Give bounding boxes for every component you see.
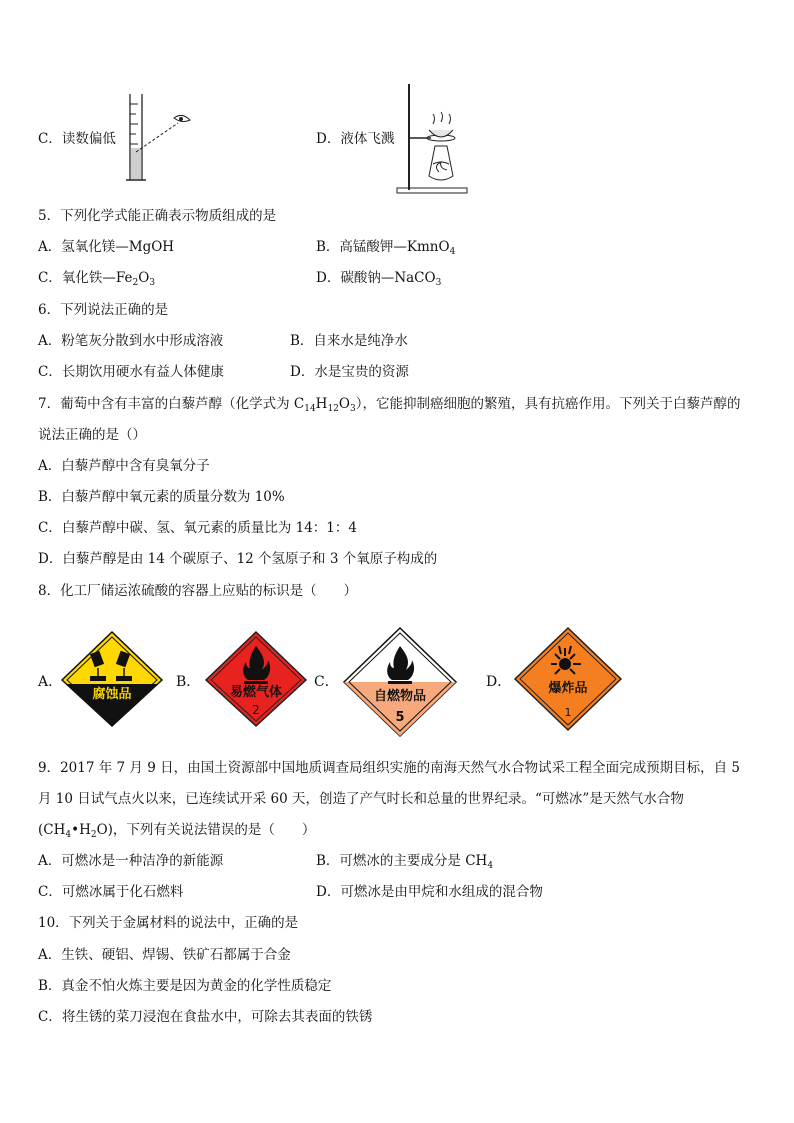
- flammable-gas-sign-text: 易燃气体: [229, 685, 283, 700]
- q8-label-b: B．: [176, 674, 201, 690]
- q5-option-d: D．碳酸钠—NaCO$_3$: [316, 270, 442, 288]
- spontaneous-combustion-sign-number: 5: [395, 710, 405, 725]
- q5-option-c: C．氧化铁$—Fe_2O_3$: [38, 270, 155, 288]
- q6-option-d: D．水是宝贵的资源: [290, 364, 409, 380]
- q7-option-d: D．白藜芦醇是由 14 个碳原子、12 个氢原子和 3 个氧原子构成的: [38, 551, 438, 567]
- q9-option-a: A．可燃冰是一种洁净的新能源: [38, 853, 224, 869]
- q5-option-a: A．氢氧化镁—MgOH: [38, 239, 175, 255]
- q8-label-c: C．: [314, 674, 339, 690]
- q5-stem: 5．下列化学式能正确表示物质组成的是: [38, 208, 277, 224]
- q10-stem: 10．下列关于金属材料的说法中，正确的是: [38, 915, 299, 931]
- q6-option-b: B．自来水是纯净水: [290, 333, 408, 349]
- q8-label-a: A．: [38, 674, 63, 690]
- q9-stem-line2: 月 10 日试气点火以来，已连续试开采 60 天，创造了产气时长和总量的世界纪录。“可燃冰”是天然气水合物: [38, 791, 684, 807]
- q7-stem-line2: 说法正确的是（）: [38, 427, 146, 443]
- q10-option-c: C．将生锈的菜刀浸泡在食盐水中，可除去其表面的铁锈: [38, 1009, 373, 1025]
- corrosive-sign: [60, 630, 164, 728]
- q9-option-b: B．可燃冰的主要成分是 $CH_4$: [316, 853, 494, 871]
- graduated-cylinder-figure: [118, 90, 198, 189]
- q7-option-c: C．白藜芦醇中碳、氢、氧元素的质量比为 14：1：4: [38, 520, 357, 536]
- q4-option-c: C．读数偏低: [38, 131, 116, 147]
- q8-label-d: D．: [486, 674, 512, 690]
- evaporation-setup-figure: [395, 80, 475, 199]
- q4-option-d: D．液体飞溅: [316, 131, 395, 147]
- q6-option-a: A．粉笔灰分散到水中形成溶液: [38, 333, 224, 349]
- q7-option-b: B．白藜芦醇中氧元素的质量分数为 10%: [38, 489, 285, 505]
- q7-option-a: A．白藜芦醇中含有臭氧分子: [38, 458, 210, 474]
- q6-stem: 6．下列说法正确的是: [38, 302, 169, 318]
- q10-option-a: A．生铁、硬铝、焊锡、铁矿石都属于合金: [38, 947, 291, 963]
- q10-option-b: B．真金不怕火炼主要是因为黄金的化学性质稳定: [38, 978, 332, 994]
- q6-option-c: C．长期饮用硬水有益人体健康: [38, 364, 224, 380]
- flammable-gas-sign-number: 2: [252, 703, 260, 717]
- q9-option-c: C．可燃冰属于化石燃料: [38, 884, 184, 900]
- q5-option-b: B．高锰酸钾—KmnO$_4$: [316, 239, 456, 257]
- q7-stem-line1: 7．葡萄中含有丰富的白藜芦醇（化学式为 $C_{14}H_{12}O_3$），它能抑制癌细胞的繁殖，具有抗癌作用。下列关于白藜芦醇的: [38, 396, 741, 414]
- q8-stem: 8．化工厂储运浓硫酸的容器上应贴的标识是（ ）: [38, 583, 358, 599]
- flammable-gas-sign: [204, 630, 308, 728]
- q9-option-d: D．可燃冰是由甲烷和水组成的混合物: [316, 884, 543, 900]
- spontaneous-combustion-sign: [342, 626, 458, 738]
- spontaneous-combustion-sign-text: 自燃物品: [373, 689, 427, 704]
- explosive-sign-text: 爆炸品: [548, 681, 588, 696]
- corrosive-sign-text: 腐蚀品: [92, 687, 132, 702]
- explosive-sign: [513, 626, 623, 732]
- explosive-sign-number: 1: [564, 706, 572, 719]
- q9-stem-line3: $(CH_4•H_2O)$，下列有关说法错误的是（ ）: [38, 822, 316, 840]
- q9-stem-line1: 9．2017 年 7 月 9 日，由国土资源部中国地质调查局组织实施的南海天然气水合物试采工程全面完成预期目标，自 5: [38, 760, 740, 776]
